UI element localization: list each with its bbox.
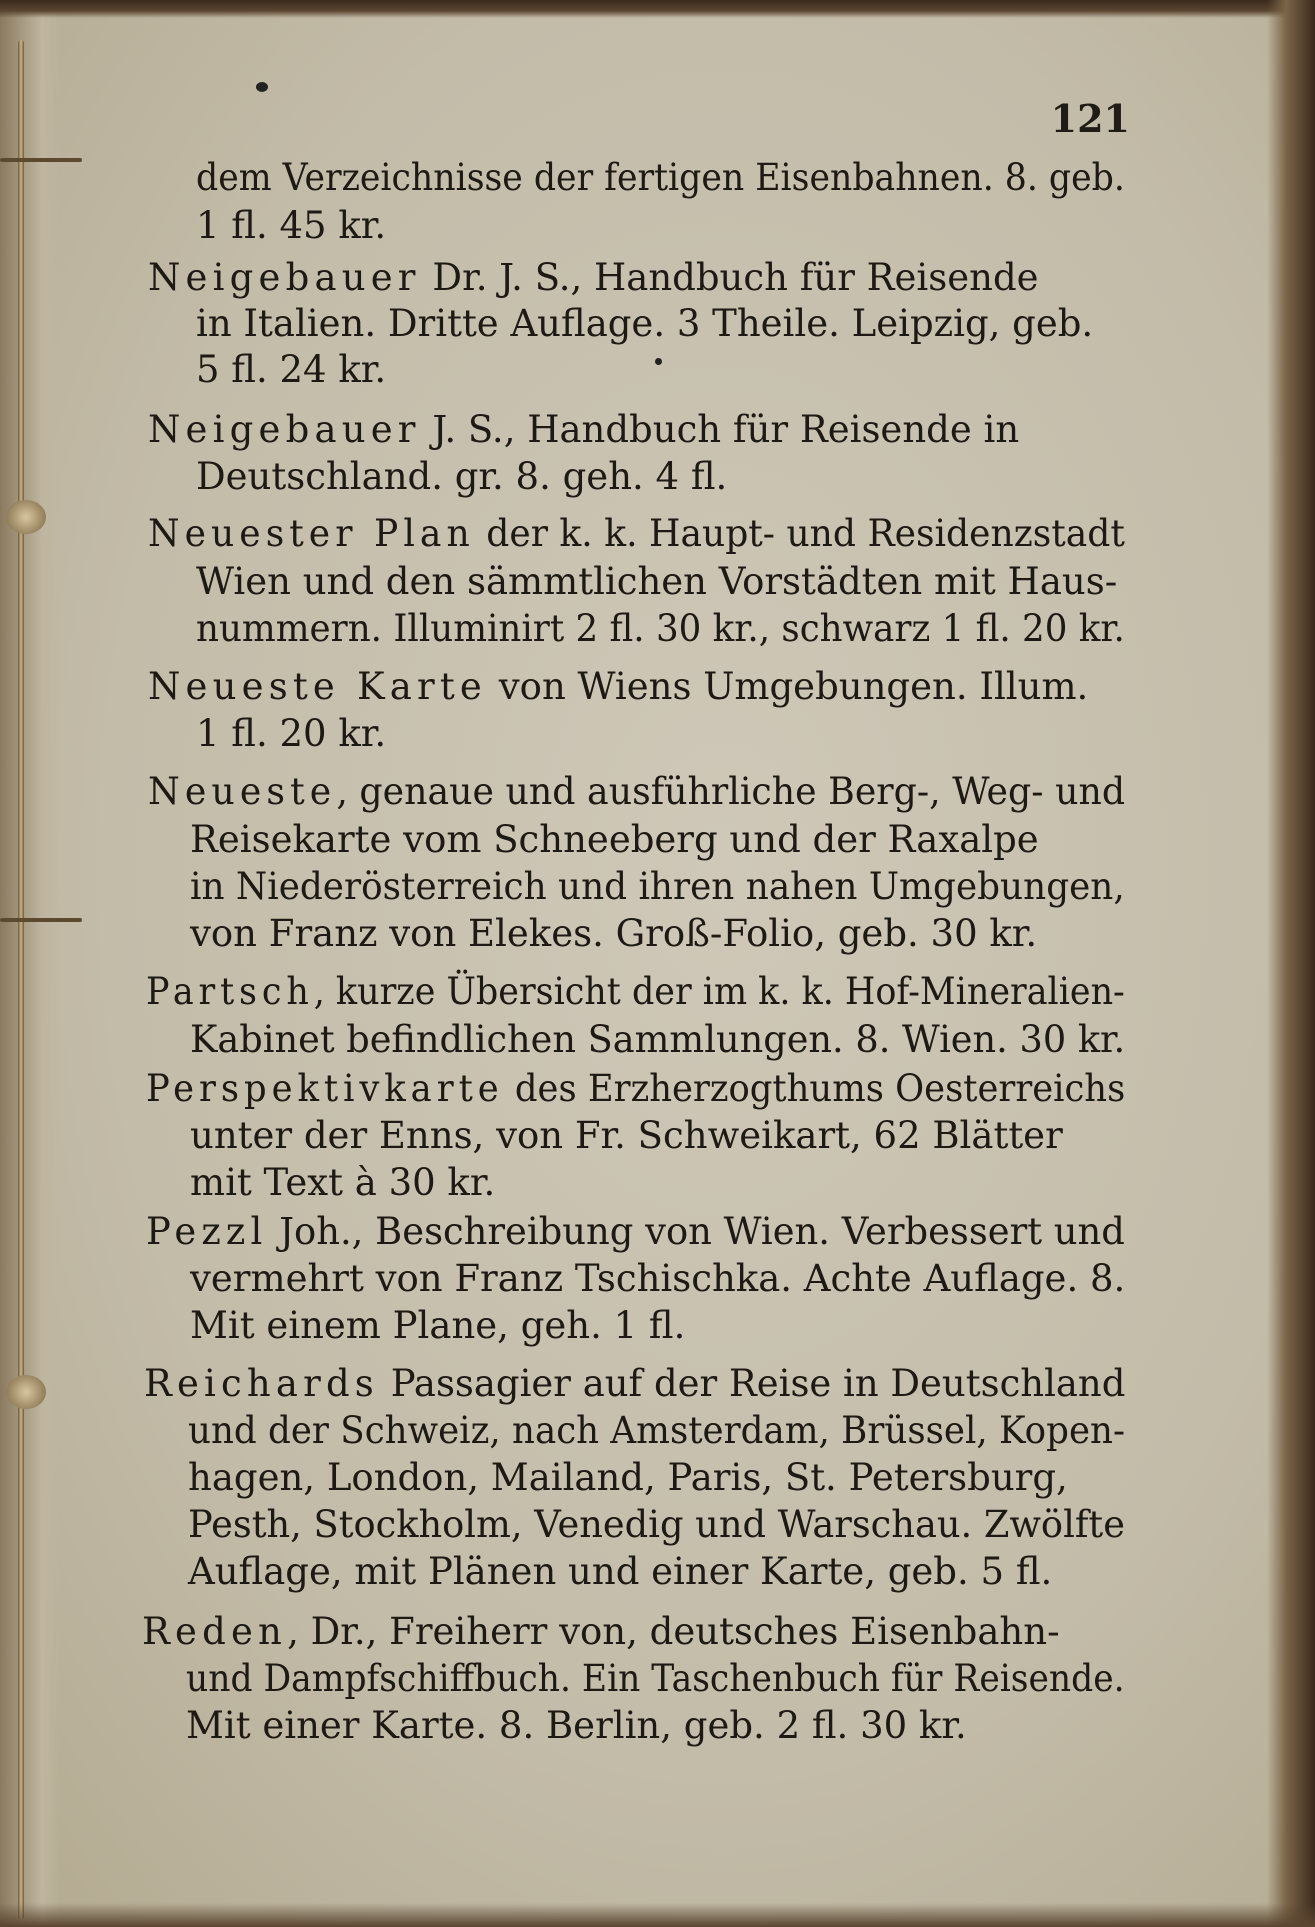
entry-headword: Partsch [146, 970, 314, 1013]
text-line: 1 fl. 20 kr. [196, 712, 387, 755]
text-line: in Niederösterreich und ihren nahen Umgebungen, [190, 865, 1125, 908]
entry-heading-line: Neigebauer J. S., Handbuch für Reisende in [148, 408, 1020, 451]
entry-headword: Pezzl [146, 1210, 268, 1253]
entry-heading-line: Reichards Passagier auf der Reise in Deutschland [144, 1362, 1126, 1405]
entry-heading-line: Perspektivkarte des Erzherzogthums Oesterreichs [146, 1067, 1126, 1110]
binding-stitch [0, 918, 82, 922]
text-line: in Italien. Dritte Auflage. 3 Theile. Leipzig, geb. [196, 302, 1094, 345]
page-top-edge [0, 0, 1315, 18]
binding-knot [6, 1375, 46, 1409]
entry-headword: Neueste Karte [148, 665, 488, 708]
text-line: Kabinet befindlichen Sammlungen. 8. Wien. 30 kr. [190, 1018, 1126, 1061]
entry-heading-line: Neigebauer Dr. J. S., Handbuch für Reisende [148, 256, 1039, 299]
page-bottom-edge [0, 1903, 1315, 1927]
binding-stitch [0, 158, 82, 162]
binding-gutter [0, 0, 60, 1927]
entry-heading-line: Neueste, genaue und ausführliche Berg-, Weg- und [148, 770, 1126, 813]
entry-headword: Neuester Plan [148, 512, 475, 555]
text-line: 1 fl. 45 kr. [196, 204, 387, 247]
text-line: hagen, London, Mailand, Paris, St. Petersburg, [188, 1456, 1068, 1499]
binding-knot [6, 500, 46, 534]
text-line: unter der Enns, von Fr. Schweikart, 62 Blätter [190, 1114, 1063, 1157]
entry-heading-line: Neuester Plan der k. k. Haupt- und Residenzstadt [148, 512, 1125, 555]
entry-headword: Reden [142, 1610, 288, 1653]
text-line: Wien und den sämmtlichen Vorstädten mit Haus- [196, 560, 1118, 603]
entry-headword: Neigebauer [148, 408, 421, 451]
text-line: nummern. Illuminirt 2 fl. 30 kr., schwarz 1 fl. 20 kr. [196, 607, 1125, 650]
binding-thread [18, 40, 24, 1920]
text-line: dem Verzeichnisse der fertigen Eisenbahnen. 8. geb. [196, 156, 1125, 199]
entry-heading-line: Partsch, kurze Übersicht der im k. k. Hof-Mineralien- [146, 970, 1125, 1013]
text-line: Mit einem Plane, geh. 1 fl. [190, 1304, 686, 1347]
text-line: und Dampfschiffbuch. Ein Taschenbuch für Reisende. [186, 1657, 1125, 1700]
text-line: mit Text à 30 kr. [190, 1161, 496, 1204]
text-line: Deutschland. gr. 8. geh. 4 fl. [196, 455, 728, 498]
entry-headword: Neigebauer [148, 256, 421, 299]
text-line: Mit einer Karte. 8. Berlin, geb. 2 fl. 30 kr. [186, 1704, 967, 1747]
page-number: 121 [1050, 96, 1130, 141]
entry-headword: Reichards [144, 1362, 379, 1405]
text-line: Pesth, Stockholm, Venedig und Warschau. Zwölfte [188, 1503, 1125, 1546]
entry-heading-line: Neueste Karte von Wiens Umgebungen. Illum. [148, 665, 1089, 708]
page-right-edge [1267, 0, 1315, 1927]
text-line: 5 fl. 24 kr. [196, 348, 387, 391]
text-line: von Franz von Elekes. Groß-Folio, geb. 30 kr. [190, 912, 1038, 955]
entry-heading-line: Pezzl Joh., Beschreibung von Wien. Verbessert und [146, 1210, 1125, 1253]
ink-spot [256, 82, 268, 92]
ink-spot [655, 358, 662, 365]
entry-headword: Perspektivkarte [146, 1067, 504, 1110]
entry-headword: Neueste [148, 770, 337, 813]
text-line: und der Schweiz, nach Amsterdam, Brüssel, Kopen- [188, 1409, 1126, 1452]
text-line: vermehrt von Franz Tschischka. Achte Auflage. 8. [190, 1257, 1126, 1300]
text-line: Auflage, mit Plänen und einer Karte, geb. 5 fl. [188, 1550, 1053, 1593]
text-line: Reisekarte vom Schneeberg und der Raxalpe [190, 818, 1039, 861]
entry-heading-line: Reden, Dr., Freiherr von, deutsches Eisenbahn- [142, 1610, 1060, 1653]
